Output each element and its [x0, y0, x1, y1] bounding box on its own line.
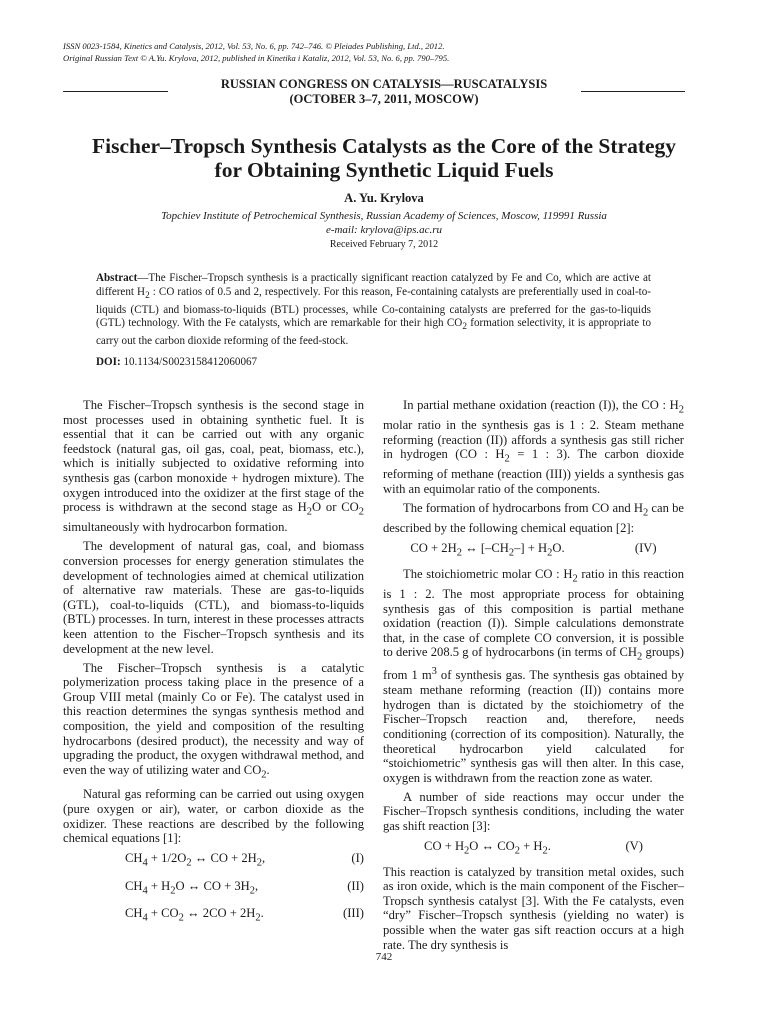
congress-heading	[0, 77, 768, 107]
article-title	[40, 134, 728, 182]
doi-link[interactable]: 10.1134/S0023158412060067	[123, 356, 258, 368]
paragraph: The formation of hydrocarbons from CO and $H_2$ can be described by the following chemical equation [2]:	[383, 501, 684, 536]
equation-number: (III)	[343, 906, 364, 921]
congress-name: RUSSIAN CONGRESS ON CATALYSIS—RUSCATALYSIS	[220, 77, 548, 91]
paragraph: A number of side reactions may occur under the Fischer–Tropsch synthesis conditions, including the water gas shift reaction [3]:	[383, 789, 684, 834]
heading-rule-left	[63, 91, 168, 92]
doi-line	[96, 356, 651, 368]
author-name: A. Yu. Krylova	[344, 191, 424, 205]
paragraph: This reaction is catalyzed by transition metal oxides, such as iron oxide, which is the main component of the Fischer–Tropsch synthesis catalyst [3]. With the Fe catalysts, even “dry” Fischer–Tropsch synthesis (yielding no water) is possible when the water gas sift reaction occurs at a high rate. The dry synthesis is	[383, 864, 684, 952]
paragraph: The Fischer–Tropsch synthesis is the second stage in most processes used in obtaining synthetic fuel. It is essential that it can be carried out with any organic feedstock (natural gas, oil gas, coal, peat, biomass, etc.), which is initially subjected to oxidative reforming into synthesis gas (carbon monoxide + hydrogen mixture). The oxygen introduced into the oxidizer at the first stage of the process is withdrawn at the second stage as $H_2O$ or $CO_2$ simultaneously with hydrocarbon formation.	[63, 398, 364, 535]
publication-info	[63, 41, 703, 64]
title-line-2: for Obtaining Synthetic Liquid Fuels	[214, 158, 554, 182]
title-line-1: Fischer–Tropsch Synthesis Catalysts as the Core of the Strategy	[91, 134, 677, 158]
abstract-label: Abstract	[96, 272, 138, 284]
equation-ii: $CH_4 + H_2O$ ↔ CO + $3H_2$, (II)	[125, 878, 364, 897]
equation-iii: $CH_4 + CO_2$ ↔ $2CO + 2H_2$. (III)	[125, 906, 364, 924]
congress-dates: (OCTOBER 3–7, 2011, MOSCOW)	[289, 92, 479, 106]
heading-rule-right	[581, 91, 685, 92]
right-column	[383, 398, 684, 957]
equation-number: (II)	[347, 878, 364, 893]
left-column	[63, 398, 364, 933]
equation-iv: CO + $2H_2$ ↔ $[-CH_2-] + H_2O$. (IV)	[410, 541, 657, 559]
publication-line-1: ISSN 0023-1584, Kinetics and Catalysis, 2012, Vol. 53, No. 6, pp. 742–746. © Pleiades Publishing, Ltd., 2012.	[63, 41, 445, 51]
paragraph: The development of natural gas, coal, and biomass conversion processes for energy generation stimulates the development of technologies aimed at chemical utilization of alternative raw materials. These are gas-to-liquids (GTL), coal-to-liquids (CTL), and biomass-to-liquids (BTL) processes. In turn, interest in these processes attracts keen attention to the Fischer–Tropsch synthesis and its development at the new level.	[63, 539, 364, 656]
affiliation-text: Topchiev Institute of Petrochemical Synthesis, Russian Academy of Sciences, Moscow, 119991 Russia	[161, 210, 607, 222]
equation-number: (V)	[625, 839, 643, 854]
author-affiliation	[0, 209, 768, 237]
paragraph: The Fischer–Tropsch synthesis is a catalytic polymerization process taking place in the presence of a Group VIII metal (mainly Co or Fe). The catalyst used in this reaction determines the syngas synthesis method and composition, the yield and composition of the resulting hydrocarbons (desired product), the necessity and way of upgrading the product, the oxygen withdrawal method, and even the way of utilizing water and $CO_2$.	[63, 660, 364, 781]
page-number: 742	[375, 951, 393, 963]
equation-i: $CH_4 + 1/2O_2$ ↔ CO + $2H_2$, (I)	[125, 851, 364, 869]
publication-line-2: Original Russian Text © A.Yu. Krylova, 2012, published in Kinetika i Kataliz, 2012, Vol. 53, No. 6, pp. 790–795.	[63, 52, 450, 63]
equation-v: CO + $H_2O$ ↔ $CO_2 + H_2$. (V)	[424, 839, 643, 857]
paragraph: Natural gas reforming can be carried out using oxygen (pure oxygen or air), water, or carbon dioxide as the oxidizer. These reactions are described by the following chemical equations [1]:	[63, 787, 364, 846]
received-date: Received February 7, 2012	[329, 239, 439, 250]
paragraph: The stoichiometric molar CO : $H_2$ ratio in this reaction is 1 : 2. The most appropriate process for obtaining synthesis gas of this composition is partial methane oxidation (reaction (I)). Simple calculations demonstrate that, in the case of complete CO conversion, it is possible to derive 208.5 g of hydrocarbons (in terms of $CH_2$ groups) from 1 $m^3$ of synthesis gas. The synthesis gas obtained by steam methane reforming (reaction (II)) contains more hydrogen than is dictated by the stoichiometry of the Fischer–Tropsch reaction and, therefore, needs conditioning (correction of its composition). Naturally, the theoretical hydrocarbon yield calculated for “stoichiometric” synthesis gas will then alter. In this case, oxygen is withdrawn from the reaction zone as water.	[383, 566, 685, 785]
abstract	[96, 272, 651, 349]
paragraph: In partial methane oxidation (reaction (I)), the CO : $H_2$ molar ratio in the synthesis gas is 1 : 2. Steam methane reforming (reaction (II)) affords a synthesis gas still richer in hydrogen (CO : $H_2 = 1$ : 3). The carbon dioxide reforming of methane (reaction (III)) yields a synthesis gas with an equimolar ratio of the components.	[383, 398, 684, 496]
abstract-text: —The Fischer–Tropsch synthesis is a practically significant reaction catalyzed by Fe and Co, which are active at different $H_2$ : CO ratios of 0.5 and 2, respectively. For this reason, Fe-containing catalysts are preferentially used in coal-to-liquids (CTL) and biomass-to-liquids (BTL) processes, while Co-containing catalysts are preferred for the gas-to-liquids (GTL) technology. With the Fe catalysts, which are remarkable for their high $CO_2$ formation selectivity, it is appropriate to carry out the carbon dioxide reforming of the feed-stock.	[96, 272, 651, 348]
equation-number: (IV)	[634, 541, 657, 556]
equation-list	[63, 850, 364, 927]
equation-number: (I)	[351, 851, 364, 866]
email-link[interactable]: e-mail: krylova@ips.ac.ru	[325, 224, 443, 236]
doi-label: DOI:	[96, 356, 121, 368]
